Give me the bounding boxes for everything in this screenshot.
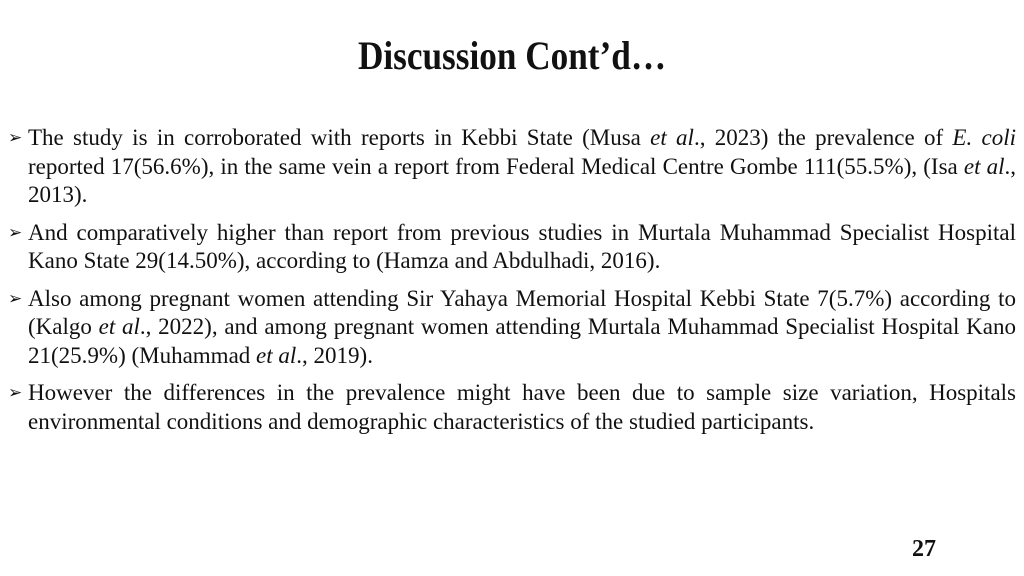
bullet-text: The study is in corroborated with reports in Kebbi State (Musa [28, 125, 651, 150]
bullet-italic: et al [963, 153, 1005, 179]
bullet-item [8, 219, 1016, 276]
bullet-text: ., 2022), and among pregnant women attending Murtala Muhammad Specialist Hospital Kano 21(25.9%) (Muhammad [28, 314, 1016, 368]
arrow-bullet-icon: ➢ [8, 222, 23, 243]
bullet-list [8, 124, 1016, 445]
arrow-bullet-icon: ➢ [8, 128, 23, 148]
bullet-text: ., 2019). [296, 342, 373, 368]
bullet-text: And comparatively higher than report from previous studies in Murtala Muhammad Specialist Hospital Kano State 29(14.50%), according to (Hamza and Abdulhadi, 2016). [28, 219, 1016, 273]
arrow-bullet-icon: ➢ [8, 288, 23, 309]
bullet-italic: et al [256, 342, 297, 368]
bullet-italic: E. coli [952, 125, 1016, 150]
arrow-bullet-icon: ➢ [8, 383, 23, 403]
bullet-text: Also among pregnant women attending Sir Yahaya Memorial Hospital Kebbi State 7(5.7%) according to (Kalgo [28, 285, 1016, 339]
bullet-text: However the differences in the prevalence might have been due to sample size variation, Hospitals environmental conditions and demographic characteristics of the studied participants. [28, 380, 1016, 434]
bullet-text: ., 2023) the prevalence of [693, 125, 953, 150]
page-number: 27 [912, 536, 936, 562]
bullet-text: ., 2013). [28, 153, 1016, 207]
bullet-item [8, 124, 1016, 210]
bullet-italic: et al [650, 125, 694, 150]
bullet-italic: et al [98, 314, 140, 339]
bullet-item [8, 379, 1016, 436]
bullet-item [8, 285, 1016, 371]
bullet-text: reported 17(56.6%), in the same vein a report from Federal Medical Centre Gombe 111(55.5%), (Isa [28, 153, 964, 179]
slide-title: Discussion Cont’d… [357, 33, 667, 78]
